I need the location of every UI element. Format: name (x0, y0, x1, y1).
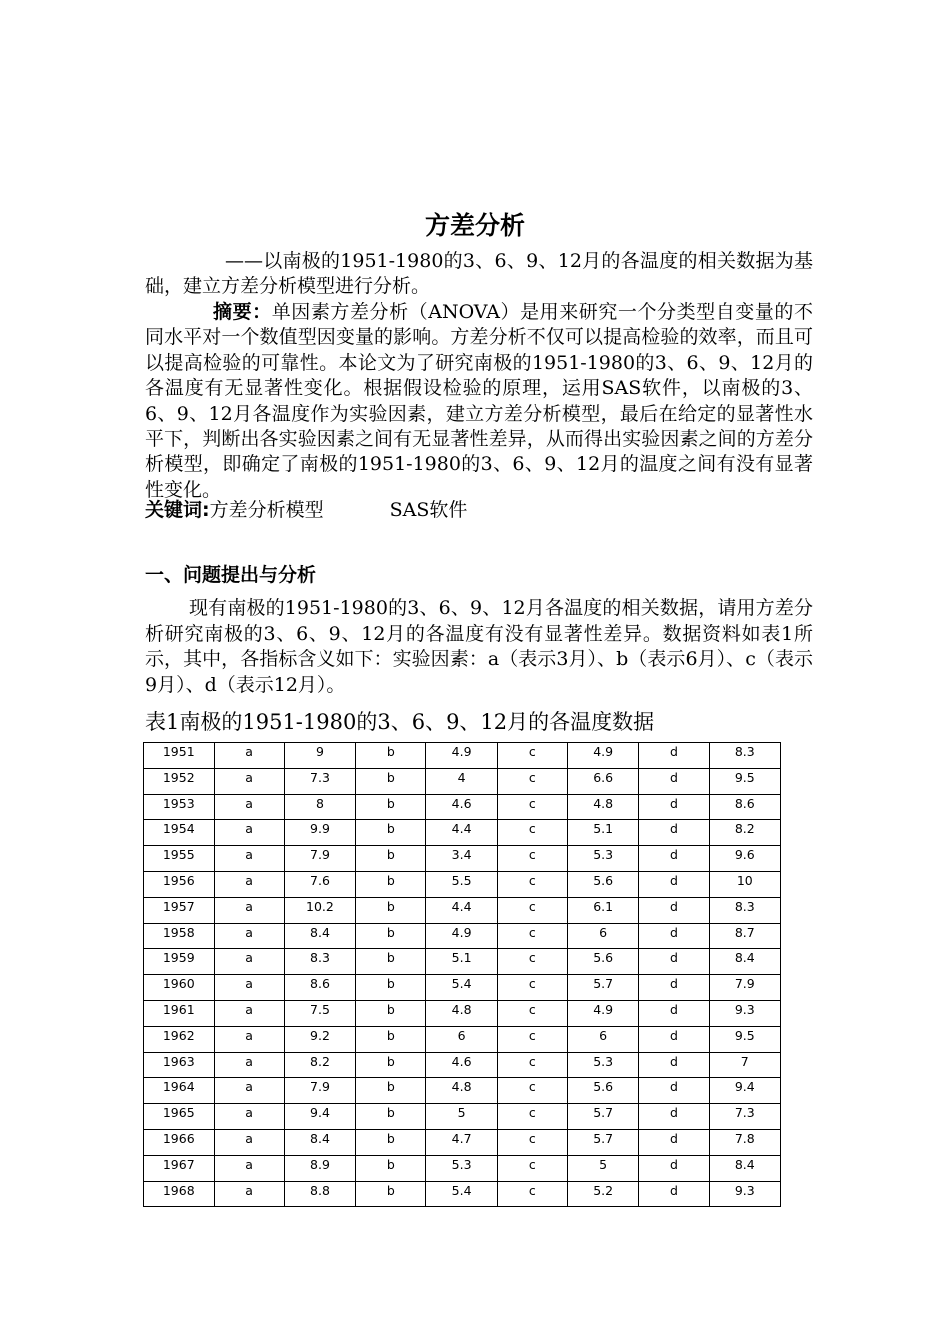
table-row (144, 897, 781, 923)
factor-label-cell: d (639, 1129, 709, 1155)
factor-label-cell: c (497, 897, 567, 923)
value-cell: 5.3 (567, 1052, 638, 1078)
year-cell: 1958 (144, 923, 215, 949)
factor-label-cell: a (214, 1000, 284, 1026)
factor-label-cell: a (214, 897, 284, 923)
keyword-item: 方差分析模型 (209, 499, 324, 521)
value-cell: 4.4 (426, 897, 497, 923)
year-cell: 1968 (144, 1181, 215, 1207)
value-cell: 7.9 (284, 846, 355, 872)
year-cell: 1952 (144, 768, 215, 794)
value-cell: 4.8 (426, 1000, 497, 1026)
value-cell: 5.3 (567, 846, 638, 872)
factor-label-cell: d (639, 1104, 709, 1130)
year-cell: 1954 (144, 820, 215, 846)
value-cell: 5.7 (567, 1129, 638, 1155)
factor-label-cell: b (356, 846, 426, 872)
factor-label-cell: a (214, 1129, 284, 1155)
factor-label-cell: b (356, 743, 426, 769)
value-cell: 5 (567, 1155, 638, 1181)
value-cell: 5.1 (426, 949, 497, 975)
value-cell: 9.5 (709, 768, 780, 794)
factor-label-cell: d (639, 871, 709, 897)
value-cell: 6 (567, 1026, 638, 1052)
factor-label-cell: c (497, 871, 567, 897)
factor-label-cell: b (356, 768, 426, 794)
factor-label-cell: a (214, 1181, 284, 1207)
factor-label-cell: d (639, 1026, 709, 1052)
value-cell: 9.2 (284, 1026, 355, 1052)
abstract-text: 单因素方差分析（ANOVA）是用来研究一个分类型自变量的不同水平对一个数值型因变量的影响。方差分析不仅可以提高检验的效率，而且可以提高检验的可靠性。本论文为了研究南极的1951-1980的3、6、9、12月的各温度有无显著性变化。根据假设检验的原理，运用SAS软件，以南极的3、6、9、12月各温度作为实验因素，建立方差分析模型，最后在给定的显著性水平下，判断出各实验因素之间有无显著性差异，从而得出实验因素之间的方差分析模型，即确定了南极的1951-1980的3、6、9、12月的温度之间有没有显著性变化。 (145, 301, 813, 501)
factor-label-cell: a (214, 975, 284, 1001)
factor-label-cell: d (639, 1078, 709, 1104)
factor-label-cell: d (639, 768, 709, 794)
factor-label-cell: d (639, 846, 709, 872)
table-row (144, 871, 781, 897)
value-cell: 8.3 (284, 949, 355, 975)
factor-label-cell: b (356, 897, 426, 923)
value-cell: 5 (426, 1104, 497, 1130)
value-cell: 4.8 (426, 1078, 497, 1104)
value-cell: 7.9 (284, 1078, 355, 1104)
value-cell: 4.8 (567, 794, 638, 820)
factor-label-cell: c (497, 923, 567, 949)
value-cell: 5.6 (567, 871, 638, 897)
value-cell: 4.9 (426, 923, 497, 949)
value-cell: 8.2 (709, 820, 780, 846)
value-cell: 9.9 (284, 820, 355, 846)
factor-label-cell: c (497, 768, 567, 794)
value-cell: 9.5 (709, 1026, 780, 1052)
factor-label-cell: d (639, 743, 709, 769)
factor-label-cell: d (639, 1155, 709, 1181)
abstract-paragraph (145, 300, 813, 503)
factor-label-cell: a (214, 871, 284, 897)
factor-label-cell: a (214, 1155, 284, 1181)
value-cell: 7.3 (709, 1104, 780, 1130)
factor-label-cell: b (356, 1129, 426, 1155)
table-row (144, 1026, 781, 1052)
value-cell: 5.6 (567, 949, 638, 975)
factor-label-cell: b (356, 1026, 426, 1052)
table-row (144, 820, 781, 846)
factor-label-cell: c (497, 975, 567, 1001)
value-cell: 6.1 (567, 897, 638, 923)
factor-label-cell: d (639, 897, 709, 923)
year-cell: 1960 (144, 975, 215, 1001)
value-cell: 7 (709, 1052, 780, 1078)
keywords-line (145, 498, 467, 523)
factor-label-cell: a (214, 1078, 284, 1104)
abstract-label: 摘要： (213, 301, 272, 323)
factor-label-cell: d (639, 1181, 709, 1207)
factor-label-cell: a (214, 1026, 284, 1052)
year-cell: 1962 (144, 1026, 215, 1052)
factor-label-cell: d (639, 949, 709, 975)
value-cell: 4.9 (567, 1000, 638, 1026)
value-cell: 5.5 (426, 871, 497, 897)
factor-label-cell: d (639, 820, 709, 846)
value-cell: 5.1 (567, 820, 638, 846)
value-cell: 5.4 (426, 1181, 497, 1207)
table-row (144, 1078, 781, 1104)
factor-label-cell: b (356, 1181, 426, 1207)
value-cell: 4.6 (426, 1052, 497, 1078)
value-cell: 8.4 (709, 949, 780, 975)
year-cell: 1967 (144, 1155, 215, 1181)
table-row (144, 923, 781, 949)
factor-label-cell: c (497, 794, 567, 820)
table-row (144, 743, 781, 769)
keywords-label: 关键词: (145, 499, 210, 521)
factor-label-cell: a (214, 1052, 284, 1078)
value-cell: 8 (284, 794, 355, 820)
table-row (144, 846, 781, 872)
table-row (144, 1000, 781, 1026)
factor-label-cell: b (356, 1104, 426, 1130)
factor-label-cell: c (497, 1129, 567, 1155)
subtitle-paragraph: ——以南极的1951-1980的3、6、9、12月的各温度的相关数据为基础，建立方差分析模型进行分析。 (145, 250, 813, 298)
year-cell: 1963 (144, 1052, 215, 1078)
factor-label-cell: b (356, 1000, 426, 1026)
value-cell: 7.5 (284, 1000, 355, 1026)
value-cell: 4.4 (426, 820, 497, 846)
table-row (144, 1052, 781, 1078)
year-cell: 1964 (144, 1078, 215, 1104)
factor-label-cell: b (356, 923, 426, 949)
value-cell: 9 (284, 743, 355, 769)
value-cell: 8.9 (284, 1155, 355, 1181)
factor-label-cell: c (497, 1078, 567, 1104)
value-cell: 8.7 (709, 923, 780, 949)
value-cell: 9.6 (709, 846, 780, 872)
factor-label-cell: a (214, 794, 284, 820)
value-cell: 8.4 (709, 1155, 780, 1181)
factor-label-cell: c (497, 820, 567, 846)
factor-label-cell: b (356, 794, 426, 820)
factor-label-cell: c (497, 1181, 567, 1207)
factor-label-cell: a (214, 768, 284, 794)
factor-label-cell: b (356, 1052, 426, 1078)
table-row (144, 1104, 781, 1130)
factor-label-cell: d (639, 1052, 709, 1078)
factor-label-cell: c (497, 1104, 567, 1130)
year-cell: 1959 (144, 949, 215, 975)
factor-label-cell: b (356, 871, 426, 897)
factor-label-cell: a (214, 949, 284, 975)
table-row (144, 949, 781, 975)
factor-label-cell: b (356, 949, 426, 975)
value-cell: 8.2 (284, 1052, 355, 1078)
value-cell: 4.9 (426, 743, 497, 769)
factor-label-cell: a (214, 923, 284, 949)
value-cell: 8.4 (284, 923, 355, 949)
value-cell: 8.4 (284, 1129, 355, 1155)
value-cell: 5.7 (567, 1104, 638, 1130)
keyword-item: SAS软件 (389, 499, 468, 521)
value-cell: 4.9 (567, 743, 638, 769)
value-cell: 10.2 (284, 897, 355, 923)
value-cell: 5.7 (567, 975, 638, 1001)
table-row (144, 975, 781, 1001)
year-cell: 1951 (144, 743, 215, 769)
year-cell: 1957 (144, 897, 215, 923)
factor-label-cell: b (356, 975, 426, 1001)
value-cell: 6 (426, 1026, 497, 1052)
value-cell: 8.8 (284, 1181, 355, 1207)
value-cell: 5.6 (567, 1078, 638, 1104)
value-cell: 6 (567, 923, 638, 949)
value-cell: 7.8 (709, 1129, 780, 1155)
value-cell: 3.4 (426, 846, 497, 872)
year-cell: 1965 (144, 1104, 215, 1130)
factor-label-cell: a (214, 743, 284, 769)
factor-label-cell: c (497, 1026, 567, 1052)
value-cell: 9.4 (284, 1104, 355, 1130)
factor-label-cell: b (356, 1155, 426, 1181)
factor-label-cell: c (497, 949, 567, 975)
table-row (144, 1181, 781, 1207)
factor-label-cell: a (214, 846, 284, 872)
value-cell: 7.9 (709, 975, 780, 1001)
factor-label-cell: c (497, 846, 567, 872)
factor-label-cell: a (214, 1104, 284, 1130)
factor-label-cell: d (639, 1000, 709, 1026)
value-cell: 7.3 (284, 768, 355, 794)
value-cell: 8.6 (709, 794, 780, 820)
factor-label-cell: c (497, 1000, 567, 1026)
page-title: 方差分析 (424, 211, 525, 240)
value-cell: 9.3 (709, 1000, 780, 1026)
year-cell: 1953 (144, 794, 215, 820)
factor-label-cell: d (639, 794, 709, 820)
year-cell: 1966 (144, 1129, 215, 1155)
value-cell: 7.6 (284, 871, 355, 897)
value-cell: 9.4 (709, 1078, 780, 1104)
table-row (144, 1155, 781, 1181)
table-caption: 表1南极的1951-1980的3、6、9、12月的各温度数据 (145, 710, 655, 734)
value-cell: 8.3 (709, 897, 780, 923)
year-cell: 1955 (144, 846, 215, 872)
factor-label-cell: c (497, 743, 567, 769)
year-cell: 1956 (144, 871, 215, 897)
year-cell: 1961 (144, 1000, 215, 1026)
factor-label-cell: b (356, 820, 426, 846)
value-cell: 8.3 (709, 743, 780, 769)
temperature-table (143, 742, 781, 1207)
value-cell: 8.6 (284, 975, 355, 1001)
value-cell: 5.4 (426, 975, 497, 1001)
factor-label-cell: b (356, 1078, 426, 1104)
table-row (144, 768, 781, 794)
value-cell: 4.7 (426, 1129, 497, 1155)
table-row (144, 794, 781, 820)
factor-label-cell: d (639, 975, 709, 1001)
value-cell: 6.6 (567, 768, 638, 794)
factor-label-cell: c (497, 1052, 567, 1078)
factor-label-cell: c (497, 1155, 567, 1181)
section-heading: 一、问题提出与分析 (145, 564, 317, 586)
problem-paragraph: 现有南极的1951-1980的3、6、9、12月各温度的相关数据，请用方差分析研究南极的3、6、9、12月的各温度有没有显著性差异。数据资料如表1所示，其中，各指标含义如下：实验因素：a（表示3月）、b（表示6月）、c（表示9月）、d（表示12月）。 (145, 597, 813, 696)
factor-label-cell: d (639, 923, 709, 949)
table-row (144, 1129, 781, 1155)
value-cell: 4.6 (426, 794, 497, 820)
value-cell: 9.3 (709, 1181, 780, 1207)
value-cell: 10 (709, 871, 780, 897)
value-cell: 5.3 (426, 1155, 497, 1181)
value-cell: 5.2 (567, 1181, 638, 1207)
factor-label-cell: a (214, 820, 284, 846)
value-cell: 4 (426, 768, 497, 794)
